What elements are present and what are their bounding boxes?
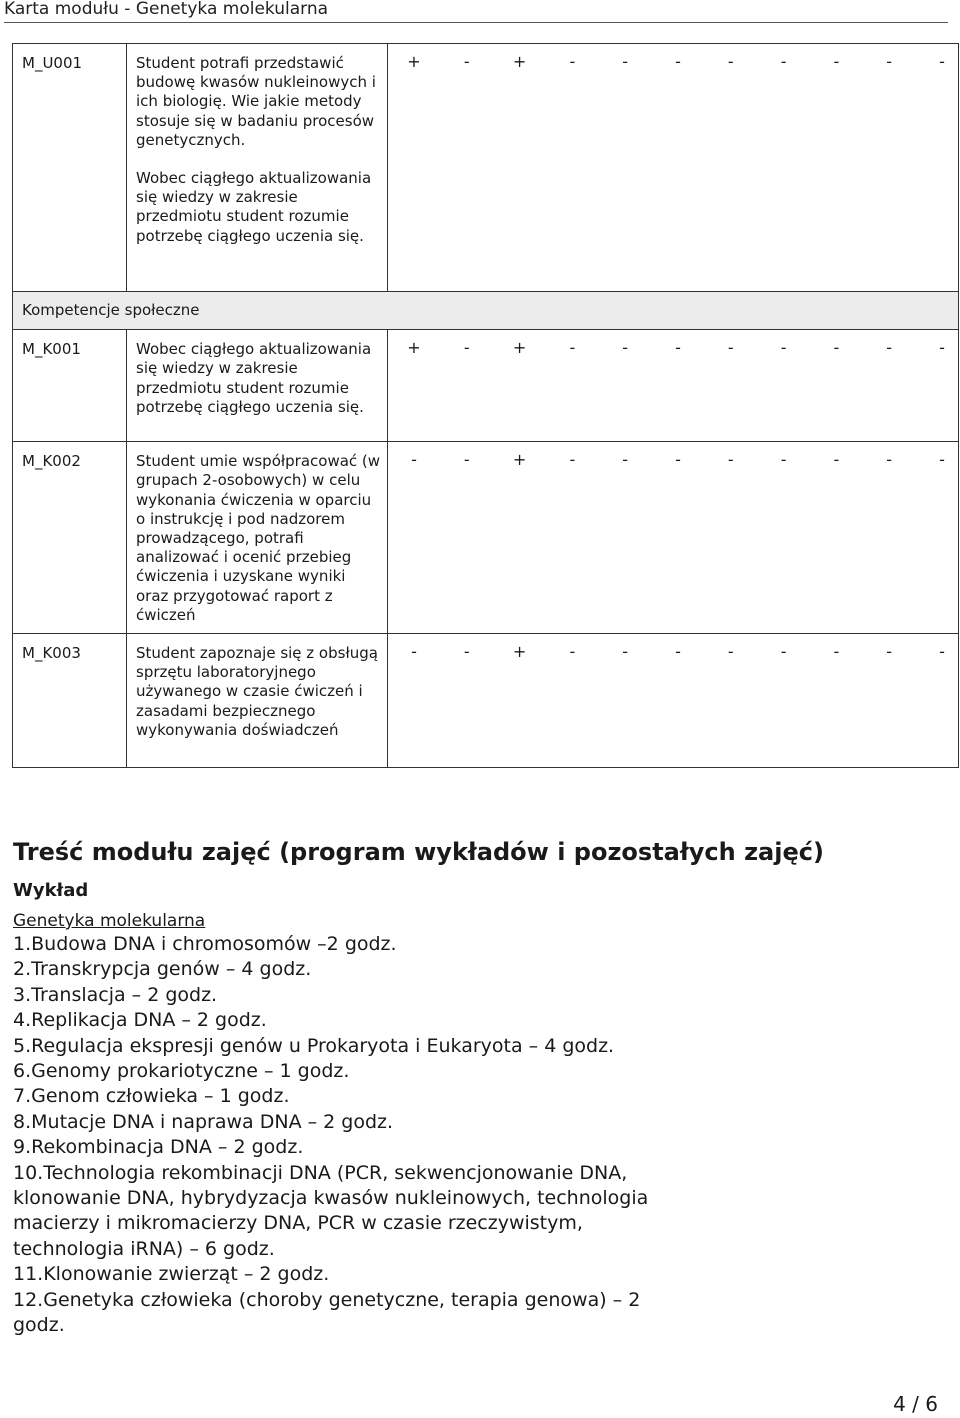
- mark-symbol: -: [622, 338, 629, 358]
- outcome-description: [127, 634, 388, 768]
- mark-symbol: -: [675, 450, 681, 470]
- mark-symbol: -: [727, 52, 734, 71]
- mark-symbol: -: [622, 642, 629, 662]
- list-item: 3.Translacja – 2 godz.: [13, 983, 218, 1006]
- mark-symbol: -: [939, 450, 945, 470]
- mark-symbol: -: [886, 52, 893, 71]
- marks-row: [388, 450, 958, 474]
- outcome-code: M_K001: [13, 330, 127, 442]
- mark-symbol: -: [939, 338, 945, 358]
- list-item: 6.Genomy prokariotyczne – 1 godz.: [13, 1060, 350, 1083]
- marks-row: [388, 52, 958, 76]
- table-row: [13, 634, 959, 768]
- mark-symbol: -: [569, 338, 576, 358]
- mark-symbol: -: [833, 52, 840, 71]
- table-row: [13, 44, 959, 292]
- mark-symbol: -: [569, 450, 576, 470]
- outcome-code: M_U001: [13, 44, 127, 292]
- list-item: 7.Genom człowieka – 1 godz.: [13, 1085, 290, 1108]
- list-item: 12.Genetyka człowieka (choroby genetyczne, terapia genowa) – 2 godz.: [13, 1288, 641, 1337]
- mark-symbol: -: [833, 450, 840, 470]
- section-row: [13, 292, 959, 330]
- mark-symbol: -: [780, 52, 787, 71]
- outcome-description: [127, 44, 388, 292]
- marks-row: [388, 642, 958, 666]
- outcome-description: [127, 442, 388, 634]
- outcome-code: M_K003: [13, 634, 127, 768]
- mark-symbol: -: [886, 642, 893, 662]
- list-item: 11.Klonowanie zwierząt – 2 godz.: [13, 1263, 330, 1286]
- mark-symbol: -: [780, 338, 787, 358]
- mark-symbol: -: [780, 642, 787, 662]
- mark-symbol: -: [727, 450, 734, 470]
- list-item: 1.Budowa DNA i chromosomów –2 godz.: [13, 933, 397, 955]
- description-paragraph: Student umie współpracować (w grupach 2-osobowych) w celu wykonania ćwiczenia w oparciu o instrukcję i pod nadzorem prowadzącego, potrafi analizować i ocenić przebieg ćwiczenia i uzyskane wyniki oraz przygotować raport z ćwiczeń: [136, 452, 381, 624]
- mark-symbol: -: [463, 338, 470, 358]
- mark-symbol: -: [780, 450, 787, 470]
- mark-symbol: -: [463, 642, 470, 662]
- module-content: [13, 834, 943, 1339]
- description-paragraph: Student zapoznaje się z obsługą sprzętu laboratoryjnego używanego w czasie ćwiczeń i zasadami bezpiecznego wykonywania doświadczeń: [136, 644, 378, 739]
- mark-symbol: -: [939, 52, 945, 71]
- table-row: [13, 330, 959, 442]
- outcome-marks: [388, 330, 959, 442]
- mark-symbol: -: [833, 338, 840, 358]
- mark-symbol: -: [411, 642, 417, 662]
- outcome-marks: [388, 442, 959, 634]
- section-heading: Kompetencje społeczne: [13, 292, 959, 330]
- mark-symbol: +: [512, 338, 527, 358]
- outcome-description: [127, 330, 388, 442]
- list-item: 9.Rekombinacja DNA – 2 godz.: [13, 1136, 304, 1159]
- topic-list: [13, 932, 653, 1339]
- mark-symbol: +: [512, 642, 527, 662]
- list-item: 5.Regulacja ekspresji genów u Prokaryota i Eukaryota – 4 godz.: [13, 1034, 615, 1057]
- list-item: 2.Transkrypcja genów – 4 godz.: [13, 958, 312, 981]
- marks-row: [388, 338, 958, 362]
- mark-symbol: -: [675, 338, 681, 358]
- list-item: 4.Replikacja DNA – 2 godz.: [13, 1009, 267, 1032]
- mark-symbol: +: [512, 450, 527, 470]
- description-paragraph: Student potrafi przedstawić budowę kwasów nukleinowych i ich biologię. Wie jakie metody stosuje się w badaniu procesów genetycznych.: [136, 54, 376, 149]
- mark-symbol: -: [411, 450, 417, 470]
- list-item: 10.Technologia rekombinacji DNA (PCR, sekwencjonowanie DNA, klonowanie DNA, hybrydyzacja kwasów nukleinowych, technologia macierzy i mikromacierzy DNA, PCR w czasie rzeczywistym, technologia iRNA) – 6 godz.: [13, 1161, 649, 1260]
- mark-symbol: -: [622, 450, 629, 470]
- mark-symbol: -: [463, 450, 470, 470]
- mark-symbol: +: [512, 52, 527, 71]
- page-header: [4, 0, 948, 23]
- mark-symbol: -: [675, 642, 681, 662]
- page-number: 4 / 6: [893, 1392, 938, 1416]
- table-row: [13, 442, 959, 634]
- outcome-marks: [388, 44, 959, 292]
- document-title: Karta modułu - Genetyka molekularna: [4, 0, 329, 19]
- description-paragraph: Wobec ciągłego aktualizowania się wiedzy w zakresie przedmiotu student rozumie potrzebę ciągłego uczenia się.: [136, 169, 372, 245]
- description-paragraph: Wobec ciągłego aktualizowania się wiedzy w zakresie przedmiotu student rozumie potrzebę ciągłego uczenia się.: [136, 340, 372, 416]
- mark-symbol: -: [675, 52, 681, 71]
- list-item: 8.Mutacje DNA i naprawa DNA – 2 godz.: [13, 1110, 394, 1133]
- lecture-subtitle: Genetyka molekularna: [13, 911, 206, 931]
- outcome-code: M_K002: [13, 442, 127, 634]
- mark-symbol: +: [407, 52, 421, 71]
- mark-symbol: -: [463, 52, 470, 71]
- mark-symbol: -: [939, 642, 945, 662]
- mark-symbol: -: [833, 642, 840, 662]
- content-heading: Treść modułu zajęć (program wykładów i pozostałych zajęć): [13, 838, 824, 866]
- mark-symbol: +: [407, 338, 421, 358]
- mark-symbol: -: [622, 52, 629, 71]
- mark-symbol: -: [569, 52, 576, 71]
- mark-symbol: -: [569, 642, 576, 662]
- learning-outcomes-table: [12, 43, 959, 768]
- mark-symbol: -: [727, 642, 734, 662]
- mark-symbol: -: [886, 338, 893, 358]
- mark-symbol: -: [727, 338, 734, 358]
- lecture-heading: Wykład: [13, 880, 89, 901]
- mark-symbol: -: [886, 450, 893, 470]
- outcome-marks: [388, 634, 959, 768]
